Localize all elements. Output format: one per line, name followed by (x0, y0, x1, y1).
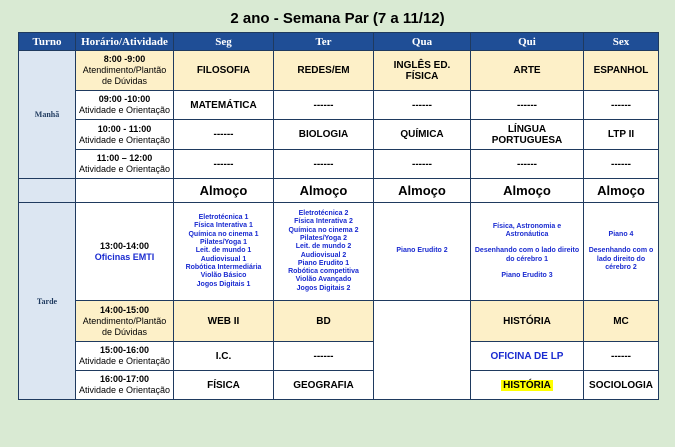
time-cell (76, 342, 174, 371)
cell-ter: BIOLOGIA (274, 120, 374, 150)
turno-empty (19, 179, 76, 203)
oficina-item: Jogos Digitais 1 (196, 280, 251, 288)
cell-qui (471, 371, 584, 400)
oficina-item: Piano Erudito 3 (501, 271, 553, 279)
header-row (19, 33, 659, 51)
cell-sex: ------ (584, 342, 659, 371)
table-row (19, 203, 659, 301)
oficina-item: Piano Erudito 2 (396, 247, 448, 255)
activity-label: Atividade e Orientação (78, 134, 171, 145)
cell-ter: ------ (274, 342, 374, 371)
oficina-item: Leit. de mundo 1 (195, 247, 252, 255)
turno-tarde: Tarde (19, 203, 76, 400)
cell-qui: ------ (471, 91, 584, 120)
oficina-item: Física Interativa 1 (194, 222, 253, 230)
header-qui: Qui (471, 33, 584, 51)
oficina-item: Robótica Intermediária (185, 263, 262, 271)
oficina-item: Química no cinema 2 (288, 226, 359, 234)
oficina-item: Jogos Digitais 2 (296, 284, 351, 292)
oficina-item: Leit. de mundo 2 (295, 243, 352, 251)
oficina-item: Violão Avançado (295, 276, 352, 284)
lunch-row (19, 179, 659, 203)
time-label: 13:00-14:00 (99, 240, 150, 251)
oficina-item: Pilates/Yoga 1 (200, 239, 247, 247)
activity-label: Atividade e Orientação (78, 385, 171, 395)
table-row (19, 120, 659, 150)
time-label: 15:00-16:00 (99, 345, 150, 355)
time-label: 10:00 - 11:00 (97, 123, 152, 134)
turno-manha: Manhã (19, 51, 76, 179)
lunch-ter: Almoço (274, 179, 374, 203)
cell-ter: REDES/EM (274, 51, 374, 91)
header-horario: Horário/Atividade (76, 33, 174, 51)
cell-seg: FÍSICA (174, 371, 274, 400)
time-label: 16:00-17:00 (99, 374, 150, 384)
table-row (19, 301, 659, 342)
highlighted-subject: HISTÓRIA (503, 379, 551, 391)
spacer (473, 264, 581, 272)
cell-qua: INGLÊS ED. FÍSICA (374, 51, 471, 91)
time-cell (76, 371, 174, 400)
cell-seg: ------ (174, 120, 274, 150)
header-ter: Ter (274, 33, 374, 51)
cell-ter: ------ (274, 91, 374, 120)
page-title: 2 ano - Semana Par (7 a 11/12) (230, 10, 445, 27)
spacer (473, 239, 581, 247)
time-cell (76, 150, 174, 179)
cell-seg: FILOSOFIA (174, 51, 274, 91)
cell-sex: LTP II (584, 120, 659, 150)
activity-label: Atividade e Orientação (78, 105, 171, 115)
oficina-item: Pilates/Yoga 2 (300, 234, 347, 242)
activity-label: Atividade e Orientação (78, 164, 171, 174)
time-label: 14:00-15:00 (99, 304, 150, 315)
cell-qua-empty (374, 301, 471, 400)
oficinas-qua (374, 203, 471, 301)
cell-qua: ------ (374, 150, 471, 179)
lunch-empty (76, 179, 174, 203)
cell-ter: BD (274, 301, 374, 342)
oficinas-qui (471, 203, 584, 301)
schedule-table (18, 32, 659, 400)
time-label: 8:00 -9:00 (103, 54, 146, 64)
cell-sex: SOCIOLOGIA (584, 371, 659, 400)
oficinas-ter (274, 203, 374, 301)
oficina-item: Piano 4 (608, 230, 634, 238)
table-row (19, 91, 659, 120)
oficina-item: Piano Erudito 1 (297, 259, 350, 267)
activity-label: Oficinas EMTI (94, 251, 155, 262)
cell-qui: ARTE (471, 51, 584, 91)
cell-sex: ------ (584, 150, 659, 179)
table-row (19, 371, 659, 400)
time-cell (76, 120, 174, 150)
oficina-item: Física, Astronomia e Astronáutica (492, 222, 562, 239)
cell-seg: I.C. (174, 342, 274, 371)
activity-label: Atividade e Orientação (78, 356, 171, 366)
cell-qui: ------ (471, 150, 584, 179)
oficina-item: Audiovisual 1 (200, 255, 247, 263)
spacer (586, 239, 656, 247)
cell-seg: ------ (174, 150, 274, 179)
time-cell (76, 51, 174, 91)
cell-qui: OFICINA DE LP (471, 342, 584, 371)
lunch-sex: Almoço (584, 179, 659, 203)
header-sex: Sex (584, 33, 659, 51)
oficina-item: Química no cinema 1 (188, 230, 259, 238)
activity-label: Atendimento/Plantão de Dúvidas (82, 315, 167, 337)
oficinas-sex (584, 203, 659, 301)
lunch-qui: Almoço (471, 179, 584, 203)
cell-qui: HISTÓRIA (471, 301, 584, 342)
cell-qui: LÍNGUA PORTUGUESA (471, 120, 584, 150)
time-label: 11:00 – 12:00 (96, 153, 153, 163)
cell-ter: ------ (274, 150, 374, 179)
cell-sex: ------ (584, 91, 659, 120)
lunch-seg: Almoço (174, 179, 274, 203)
oficina-item: Audiovisual 2 (300, 251, 347, 259)
cell-seg: MATEMÁTICA (174, 91, 274, 120)
header-qua: Qua (374, 33, 471, 51)
cell-sex: MC (584, 301, 659, 342)
table-row (19, 51, 659, 91)
time-label: 09:00 -10:00 (98, 94, 151, 104)
oficina-item: Eletrotécnica 2 (298, 210, 349, 218)
lunch-qua: Almoço (374, 179, 471, 203)
header-turno: Turno (19, 33, 76, 51)
time-cell (76, 91, 174, 120)
oficina-item: Física Interativa 2 (294, 218, 353, 226)
table-row (19, 342, 659, 371)
time-cell (76, 203, 174, 301)
table-row (19, 150, 659, 179)
oficina-item: Robótica competitiva (288, 268, 359, 276)
time-cell (76, 301, 174, 342)
oficinas-seg (174, 203, 274, 301)
cell-sex: ESPANHOL (584, 51, 659, 91)
oficina-item: Desenhando com o lado direito do cérebro 1 (474, 247, 580, 263)
activity-label: Atendimento/Plantão de Dúvidas (82, 65, 167, 86)
cell-qua: QUÍMICA (374, 120, 471, 150)
oficina-item: Desenhando com o lado direito do cérebro 2 (588, 247, 654, 271)
header-seg: Seg (174, 33, 274, 51)
oficina-item: Violão Básico (200, 272, 247, 280)
oficina-item: Eletrotécnica 1 (198, 214, 249, 222)
cell-ter: GEOGRAFIA (274, 371, 374, 400)
cell-seg: WEB II (174, 301, 274, 342)
cell-qua: ------ (374, 91, 471, 120)
